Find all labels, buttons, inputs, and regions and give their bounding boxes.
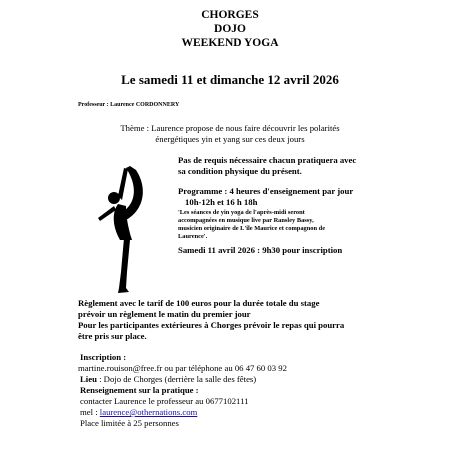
theme-line-2: énergétiques yin et yang sur ces deux jours [155, 134, 305, 144]
places-limit: Place limitée à 25 personnes [80, 418, 179, 428]
theme-line-1: Thème : Laurence propose de nous faire découvrir les polarités [120, 123, 340, 133]
practice-info-text: contacter Laurence le professeur au 0677102111 [80, 396, 249, 406]
event-dates: Le samedi 11 et dimanche 12 avril 2026 [121, 72, 339, 87]
header-title-1: CHORGES [201, 9, 259, 21]
programme-hours: 10h-12h et 16 h 18h [185, 197, 258, 207]
payment-line-1: Règlement avec le tarif de 100 euros pour la durée totale du stage [78, 298, 320, 308]
prerequisites-line-1: Pas de requis nécessaire chacun pratiquera avec [178, 155, 357, 165]
programme-note-3: musicien originaire de L'île Maurice et compagnon de [178, 225, 326, 232]
payment-line-4: être pris sur place. [78, 331, 147, 341]
email-label: mel : [80, 407, 100, 417]
venue-text: : Dojo de Chorges (derrière la salle des fêtes) [96, 374, 257, 384]
email-link[interactable]: laurence@othernations.com [99, 407, 198, 417]
payment-line-3: Pour les participantes extérieures à Chorges prévoir le repas qui pourra [78, 320, 345, 330]
programme-note-1: 'Les séances de yin yoga de l'après-midi seront [178, 209, 305, 216]
inscription-label: Inscription : [80, 352, 127, 362]
programme-note-4: Laurence'. [178, 233, 208, 240]
teacher-name: Professeur : Laurence CORDONNERY [78, 102, 180, 108]
prerequisites-line-2: sa condition physique du présent. [178, 166, 302, 176]
venue-label: Lieu [80, 374, 97, 384]
inscription-contact: martine.rouison@free.fr ou par téléphone au 06 47 60 03 92 [78, 363, 287, 373]
programme-note-2: accompagnées en musique live par Ransley Bassy, [178, 217, 314, 224]
payment-line-2: prévoir un règlement le matin du premier jour [78, 309, 251, 319]
programme-line-1: Programme : 4 heures d'enseignement par jour [178, 186, 354, 196]
programme-registration-time: Samedi 11 avril 2026 : 9h30 pour inscription [178, 245, 343, 255]
email-line [80, 407, 197, 418]
header-title-2: DOJO [214, 23, 246, 35]
yoga-pose-silhouette-icon [88, 160, 158, 296]
venue-line [80, 374, 256, 385]
header-title-3: WEEKEND YOGA [181, 37, 279, 49]
practice-info-label: Renseignement sur la pratique : [80, 385, 199, 395]
